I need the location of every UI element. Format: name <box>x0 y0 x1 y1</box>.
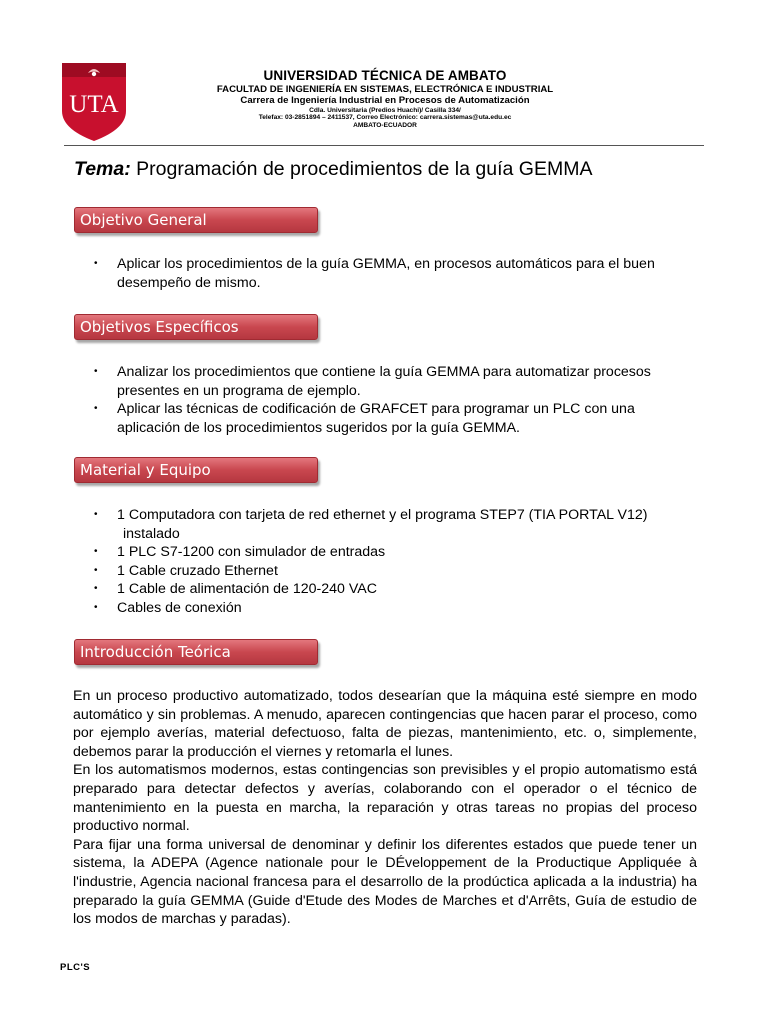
page-footer: PLC'S <box>60 962 91 973</box>
bullet: • <box>94 403 98 415</box>
list-item: • Aplicar los procedimientos de la guía GEMMA, en procesos automáticos para el buen desempeño de mismo. <box>94 256 655 291</box>
material-list <box>94 506 714 618</box>
uta-logo <box>62 63 126 141</box>
section-header-objetivo-general: Objetivo General <box>74 207 318 233</box>
objetivo-general-list <box>94 255 694 292</box>
career-name: Carrera de Ingeniería Industrial en Procesos de Automatización <box>240 94 530 106</box>
paragraph: En los automatismos modernos, estas contingencias son previsibles y el propio automatismo está preparado para detectar defectos y averías, colaborando con el operador o el técnico de mantenimiento en la puesta en marcha, la reparación y otras tareas no propias del proceso productivo normal. <box>73 762 697 835</box>
list-item: • Aplicar las técnicas de codificación de GRAFCET para programar un PLC con una aplicación de los procedimientos sugeridos por la guía GEMMA. <box>94 401 635 436</box>
list-item: • 1 Cable de alimentación de 120-240 VAC <box>94 581 378 598</box>
section-header-material-equipo: Material y Equipo <box>74 457 318 483</box>
bullet: • <box>94 564 98 576</box>
list-item: • Cables de conexión <box>94 599 242 616</box>
university-header <box>200 68 570 130</box>
contact-line: Telefax: 03-2851894 – 2411537, Correo Electrónico: carrera.sistemas@uta.edu.ec <box>258 114 512 122</box>
objetivos-especificos-list <box>94 363 694 437</box>
paragraph: Para fijar una forma universal de denominar y definir los diferentes estados que puede tener un sistema, la ADEPA (Agence nationale pour le DÉveloppement de la Productique Appliquée à l'industrie, Agencia nacional francesa para el desarrollo de la prodúctica aplicada a la industria) ha preparado la guía GEMMA (Guide d'Etude des Modes de Marches et d'Arrêts, Guía de estudio de los modos de marchas y paradas). <box>73 836 697 928</box>
page-title <box>74 158 592 181</box>
university-name: UNIVERSIDAD TÉCNICA DE AMBATO <box>263 68 507 83</box>
tema-title: Programación de procedimientos de la guía GEMMA <box>130 158 593 180</box>
logo-text: UTA <box>69 91 119 118</box>
bullet: • <box>94 509 98 520</box>
list-item: • 1 Computadora con tarjeta de red ethernet y el programa STEP7 (TIA PORTAL V12) instalado <box>94 507 648 542</box>
address-line: Cdla. Universitaria (Predios Huachi)/ Casilla 334/ <box>309 106 461 114</box>
section-header-introduccion-teorica: Introducción Teórica <box>74 639 318 665</box>
bullet: • <box>94 366 98 377</box>
introduccion-body <box>73 687 697 929</box>
bullet: • <box>94 583 98 595</box>
tema-label: Tema: <box>74 158 131 180</box>
bullet: • <box>94 546 98 558</box>
header-divider <box>64 145 704 146</box>
section-header-objetivos-especificos: Objetivos Específicos <box>74 314 318 340</box>
paragraph: En un proceso productivo automatizado, todos desearían que la máquina esté siempre en modo automático y sin problemas. A menudo, aparecen contingencias que hacen parar el proceso, como por ejemplo averías, material defectuoso, falta de piezas, mantenimiento, etc. o, simplemente, debemos parar la producción el viernes y retomarla el lunes. <box>73 688 697 760</box>
faculty-name: FACULTAD DE INGENIERÍA EN SISTEMAS, ELECTRÓNICA E INDUSTRIAL <box>216 84 554 96</box>
list-item: • 1 PLC S7-1200 con simulador de entradas <box>94 544 386 561</box>
bullet: • <box>94 258 98 269</box>
city-line: AMBATO-ECUADOR <box>353 122 417 130</box>
bullet: • <box>94 601 98 613</box>
list-item: • 1 Cable cruzado Ethernet <box>94 562 278 579</box>
list-item: • Analizar los procedimientos que contiene la guía GEMMA para automatizar procesos presentes en un programa de ejemplo. <box>94 364 651 399</box>
